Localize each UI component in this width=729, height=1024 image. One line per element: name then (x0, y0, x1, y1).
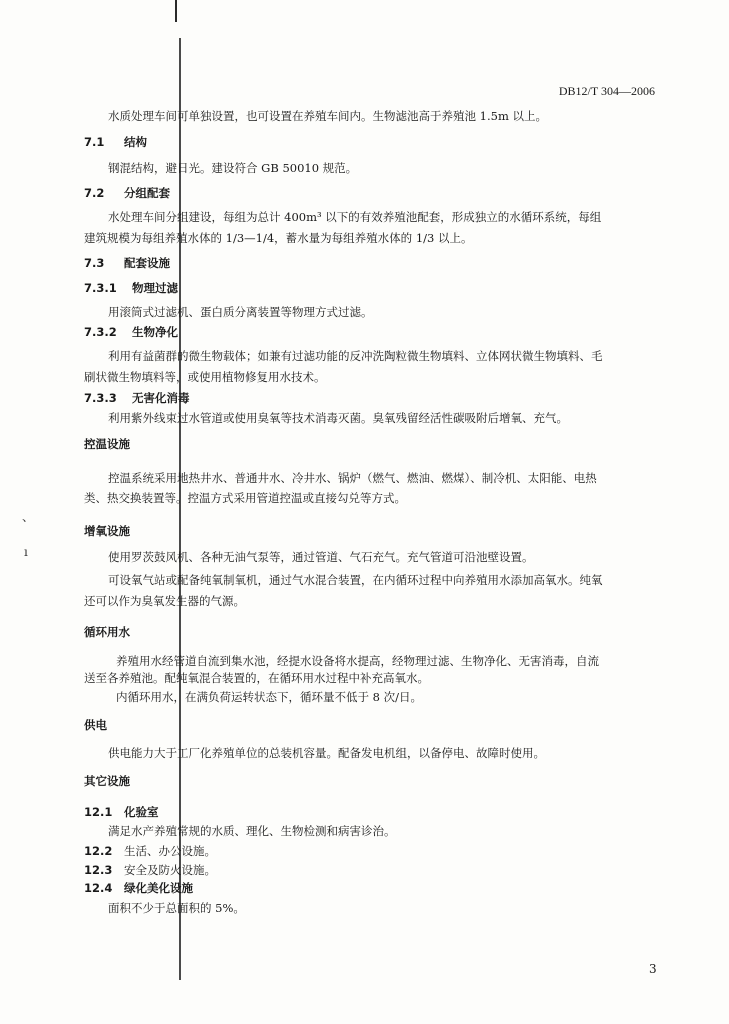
section-7-2-heading (84, 186, 170, 200)
section-title: 结构 (124, 135, 147, 149)
section-number: 12.3 (84, 863, 113, 877)
section-title: 化验室 (124, 805, 159, 819)
circulation-heading: 循环用水 (84, 625, 130, 639)
section-7-2-body-line-1: 水处理车间分组建设，每组为总计 400m³ 以下的有效养殖池配套，形成独立的水循环系统，每组 (108, 210, 602, 224)
section-7-3-3-heading (84, 391, 190, 405)
section-title: 物理过滤 (132, 281, 178, 295)
section-12-4-body: 面积不少于总面积的 5%。 (108, 901, 245, 915)
section-title: 绿化美化设施 (124, 881, 193, 895)
other-facilities-heading: 其它设施 (84, 774, 130, 788)
section-12-1-body: 满足水产养殖常规的水质、理化、生物检测和病害诊治。 (108, 824, 396, 838)
section-number: 7.3.3 (84, 391, 117, 405)
section-12-3 (84, 863, 216, 877)
section-number: 7.2 (84, 186, 105, 200)
document-id: DB12/T 304—2006 (558, 84, 655, 98)
section-number: 7.3.1 (84, 281, 117, 295)
oxygenation-body-line-2: 可设氧气站或配备纯氧制氧机，通过气水混合装置，在内循环过程中向养殖用水添加高氧水。纯氧 (108, 573, 603, 587)
section-title: 分组配套 (124, 186, 170, 200)
section-title: 配套设施 (124, 256, 170, 270)
section-12-2 (84, 844, 216, 858)
section-7-3-heading (84, 256, 170, 270)
section-title: 生物净化 (132, 325, 178, 339)
section-number: 12.2 (84, 844, 113, 858)
circulation-body-line-1: 养殖用水经管道自流到集水池，经提水设备将水提高，经物理过滤、生物净化、无害消毒，自流 (116, 654, 599, 668)
temp-control-body-line-1: 控温系统采用地热井水、普通井水、冷井水、锅炉（燃气、燃油、燃煤）、制冷机、太阳能、电热 (108, 471, 597, 485)
section-text: 生活、办公设施。 (124, 844, 216, 858)
oxygenation-body-line-1: 使用罗茨鼓风机、各种无油气泵等，通过管道、气石充气。充气管道可沿池壁设置。 (108, 550, 534, 564)
section-12-4-heading (84, 881, 193, 895)
page-number: 3 (649, 962, 657, 976)
section-7-3-1-heading (84, 281, 178, 295)
section-7-3-2-body-line-1: 利用有益菌群的微生物载体；如兼有过滤功能的反冲洗陶粒微生物填料、立体网状微生物填料、毛 (108, 349, 603, 363)
section-number: 7.3.2 (84, 325, 117, 339)
section-text: 安全及防火设施。 (124, 863, 216, 877)
circulation-body-line-3: 内循环用水，在满负荷运转状态下，循环量不低于 8 次/日。 (116, 690, 422, 704)
section-7-3-1-body: 用滚筒式过滤机、蛋白质分离装置等物理方式过滤。 (108, 305, 373, 319)
intro-text: 水质处理车间可单独设置，也可设置在养殖车间内。生物滤池高于养殖池 1.5m 以上。 (108, 109, 548, 123)
temp-control-heading: 控温设施 (84, 437, 130, 451)
section-7-2-body-line-2: 建筑规模为每组养殖水体的 1/3—1/4，蓄水量为每组养殖水体的 1/3 以上。 (84, 231, 473, 245)
section-7-3-3-body: 利用紫外线束过水管道或使用臭氧等技术消毒灭菌。臭氧残留经活性碳吸附后增氧、充气。 (108, 411, 568, 425)
scan-line-top (175, 0, 177, 22)
section-7-3-2-heading (84, 325, 178, 339)
section-12-1-heading (84, 805, 159, 819)
circulation-body-line-2: 送至各养殖池。配纯氧混合装置的，在循环用水过程中补充高氧水。 (84, 671, 429, 685)
section-7-1-body: 钢混结构，避日光。建设符合 GB 50010 规范。 (108, 161, 358, 175)
power-body: 供电能力大于工厂化养殖单位的总装机容量。配备发电机组，以备停电、故障时使用。 (108, 746, 545, 760)
section-number: 7.3 (84, 256, 105, 270)
oxygenation-heading: 增氧设施 (84, 524, 130, 538)
scan-mark-left-1: 、 (22, 510, 35, 524)
scan-line-main (179, 38, 181, 980)
section-number: 7.1 (84, 135, 105, 149)
section-7-3-2-body-line-2: 刷状微生物填料等，或使用植物修复用水技术。 (84, 370, 326, 384)
section-number: 12.4 (84, 881, 113, 895)
oxygenation-body-line-3: 还可以作为臭氧发生器的气源。 (84, 594, 245, 608)
scan-mark-left-2: ı (24, 545, 28, 559)
section-7-1-heading (84, 135, 147, 149)
section-title: 无害化消毒 (132, 391, 190, 405)
temp-control-body-line-2: 类、热交换装置等。控温方式采用管道控温或直接勾兑等方式。 (84, 491, 406, 505)
power-heading: 供电 (84, 718, 107, 732)
section-number: 12.1 (84, 805, 113, 819)
